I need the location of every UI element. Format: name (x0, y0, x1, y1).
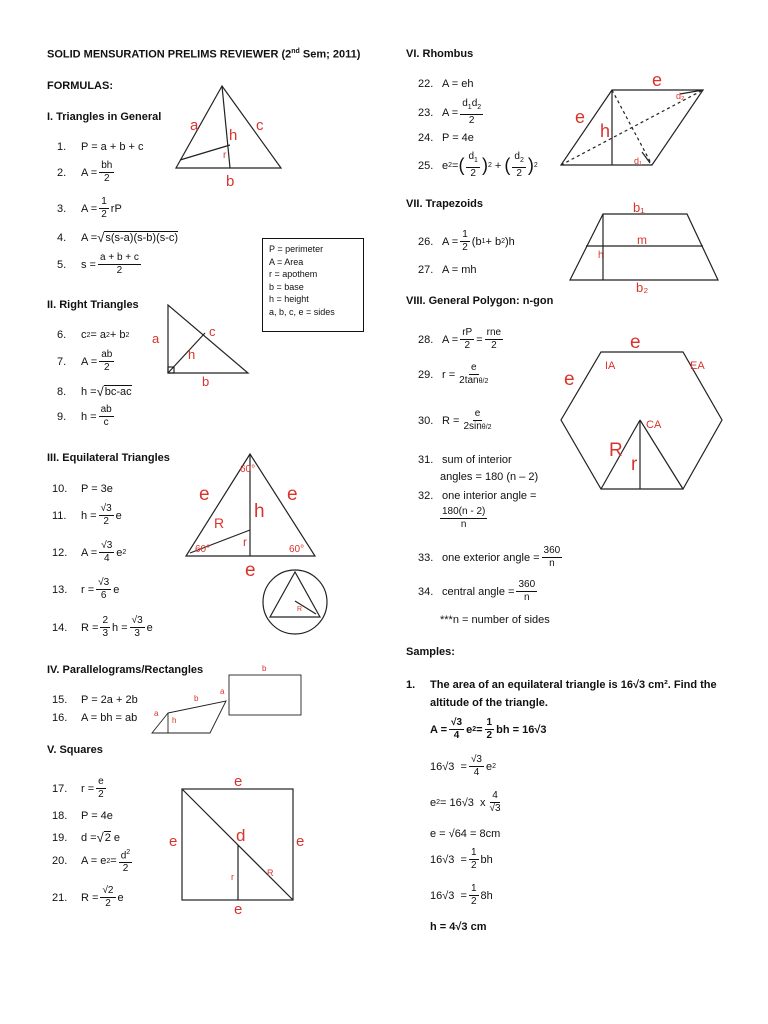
formula-2: 2. A = bh 2 (57, 160, 113, 184)
parallelogram-diagram (152, 701, 226, 733)
formula-26: 26. A = 1 2 (b 1 + b 2 )h (418, 229, 515, 253)
formula-32: 32. one interior angle = (418, 490, 537, 502)
label-e: e (245, 560, 256, 581)
formula-30: 30. R = e 2sinθ/2 (418, 408, 492, 432)
formula-31-cont: angles = 180 (n – 2) (440, 471, 539, 483)
sample-step-6: 16√3 = 1 2 8h (430, 883, 493, 907)
formula-16: 16. A = bh = ab (52, 712, 138, 724)
label-h: h (600, 121, 611, 141)
formula-12: 12. A = √3 4 e 2 (52, 540, 127, 564)
formula-8: 8. h = √ bc-ac (57, 384, 132, 399)
section-polygon: VIII. General Polygon: n-gon (406, 295, 554, 307)
label-e: e (234, 901, 243, 918)
sample-step-4: e = √64 = 8cm (430, 828, 501, 840)
formula-18: 18. P = 4e (52, 810, 113, 822)
label-b: b (226, 173, 235, 190)
formula-7: 7. A = ab 2 (57, 349, 113, 373)
label-e: e (234, 773, 243, 790)
label-d1: d₁ (634, 156, 643, 166)
label-c: c (256, 117, 264, 134)
formula-10: 10. P = 3e (52, 483, 113, 495)
label-e: e (287, 484, 298, 505)
formula-17: 17. r = e 2 (52, 776, 104, 800)
label-EA: EA (690, 360, 705, 372)
label-e: e (199, 484, 210, 505)
sample-step-2: 16√3 = √3 4 e 2 (430, 754, 497, 778)
hexagon-diagram (561, 352, 722, 489)
formula-1: 1. P = a + b + c (57, 141, 144, 153)
section-parallelograms: IV. Parallelograms/Rectangles (47, 664, 204, 676)
label-b1: b₁ (633, 200, 645, 215)
section-samples: Samples: (406, 646, 455, 658)
formula-34: 34. central angle = $\frac{360}{n}$ (418, 579, 536, 603)
formula-11: 11. h = √3 2 e (52, 503, 122, 527)
label-CA: CA (646, 419, 662, 431)
legend-item: h = height (269, 294, 309, 304)
formula-14: 14. R = 2 3 h = √3 3 e (52, 615, 153, 639)
label-e: e (564, 369, 575, 390)
formula-31: 31. sum of interior (418, 454, 512, 466)
label-b: b (194, 694, 199, 703)
sample-question-line1: The area of an equilateral triangle is 16√3 cm². Find the (430, 679, 717, 691)
formula-5: 5. s = a + b + c 2 (57, 252, 139, 276)
legend-item: b = base (269, 281, 304, 292)
label-h: h (598, 250, 604, 261)
formula-4: 4. A = √ s(s-a)(s-b)(s-c) (57, 230, 179, 245)
label-e: e (652, 70, 663, 90)
formula-33: 33. one exterior angle = $\frac{360}{n}$ (418, 545, 561, 569)
label-60: 60° (289, 544, 305, 555)
label-60: 60° (240, 464, 256, 475)
label-r: r (223, 150, 227, 161)
label-h: h (188, 347, 196, 362)
formula-20: 20. A = e 2 = $d^2$ 2 (52, 849, 131, 875)
section-rhombus: VI. Rhombus (406, 48, 474, 60)
legend-item: a, b, c, e = sides (269, 306, 335, 317)
section-equilateral: III. Equilateral Triangles (47, 452, 170, 464)
section-right-triangles: II. Right Triangles (47, 299, 139, 311)
right-triangle-diagram (168, 305, 248, 373)
trapezoid-diagram (570, 214, 718, 280)
sample-step-5: 16√3 = 1 2 bh (430, 847, 493, 871)
label-R: R (297, 606, 303, 613)
label-IA: IA (605, 360, 616, 372)
page-title: SOLID MENSURATION PRELIMS REVIEWER (2nd Sem; 2011) (47, 48, 361, 61)
sample-step-1: A = √3 4 e 2 = 1 2 bh = 16√3 (430, 717, 547, 741)
formula-29: 29. r = e 2tanθ/2 (418, 362, 489, 386)
rectangle-diagram (229, 675, 301, 715)
label-c: c (209, 324, 216, 339)
formula-13: 13. r = √3 6 e (52, 577, 120, 601)
sample-step-3: e 2 = 16√3 x 4 √3 (430, 790, 501, 814)
formula-24: 24. P = 4e (418, 132, 474, 144)
label-m: m (637, 233, 647, 247)
formula-27: 27. A = mh (418, 264, 477, 276)
legend-item: P = perimeter (269, 244, 324, 254)
label-e: e (169, 833, 178, 850)
rhombus-diagram (561, 90, 703, 165)
label-r: r (631, 454, 638, 475)
label-a: a (152, 331, 160, 346)
label-e: e (630, 332, 641, 353)
label-R: R (267, 868, 274, 878)
label-h: h (229, 127, 238, 144)
formula-3: 3. A = 1 2 rP (57, 196, 122, 220)
label-e: e (575, 107, 586, 127)
label-b: b (202, 374, 210, 389)
formula-19: 19. d = √ 2 e (52, 830, 121, 845)
formula-22: 22. A = eh (418, 78, 474, 90)
label-R: R (609, 440, 623, 461)
formula-6: 6. c 2 = a 2 + b 2 (57, 329, 130, 341)
label-h: h (254, 501, 265, 522)
circumcircle-diagram (263, 570, 327, 634)
label-d: d (236, 826, 246, 845)
sample-question-line2: altitude of the triangle. (430, 697, 548, 709)
n-note: ***n = number of sides (440, 614, 550, 626)
section-triangles: I. Triangles in General (47, 111, 162, 123)
label-R: R (214, 515, 225, 531)
label-b2: b₂ (636, 280, 649, 295)
formula-15: 15. P = 2a + 2b (52, 694, 138, 706)
label-a: a (154, 709, 159, 718)
legend-item: A = Area (269, 256, 304, 267)
label-h: h (172, 716, 177, 725)
label-b: b (262, 664, 267, 673)
label-e: e (296, 833, 305, 850)
sample-number: 1. (406, 679, 416, 691)
formula-21: 21. R = √2 2 e (52, 885, 124, 909)
formula-23: 23. A = $d_1d_2$ 2 (418, 98, 482, 126)
label-r: r (243, 535, 247, 549)
label-a: a (190, 117, 199, 134)
formula-25: 25. e 2 = ( $d_1$ 2 ) 2 + ( $d_2$ 2 ) 2 (418, 151, 538, 179)
section-trapezoids: VII. Trapezoids (406, 198, 484, 210)
formula-32-frac: 180(n - 2) n (442, 506, 486, 530)
label-60: 60° (195, 544, 211, 555)
formula-9: 9. h = ab c (57, 404, 112, 428)
formulas-heading: FORMULAS: (47, 80, 113, 92)
section-squares: V. Squares (47, 744, 103, 756)
label-r: r (231, 872, 234, 882)
sample-answer: h = 4√3 cm (430, 921, 487, 933)
label-a: a (220, 687, 225, 696)
legend-item: r = apothem (269, 269, 318, 279)
formula-28: 28. A = rP 2 = rne 2 (418, 327, 502, 351)
label-d2: d₂ (676, 91, 685, 101)
